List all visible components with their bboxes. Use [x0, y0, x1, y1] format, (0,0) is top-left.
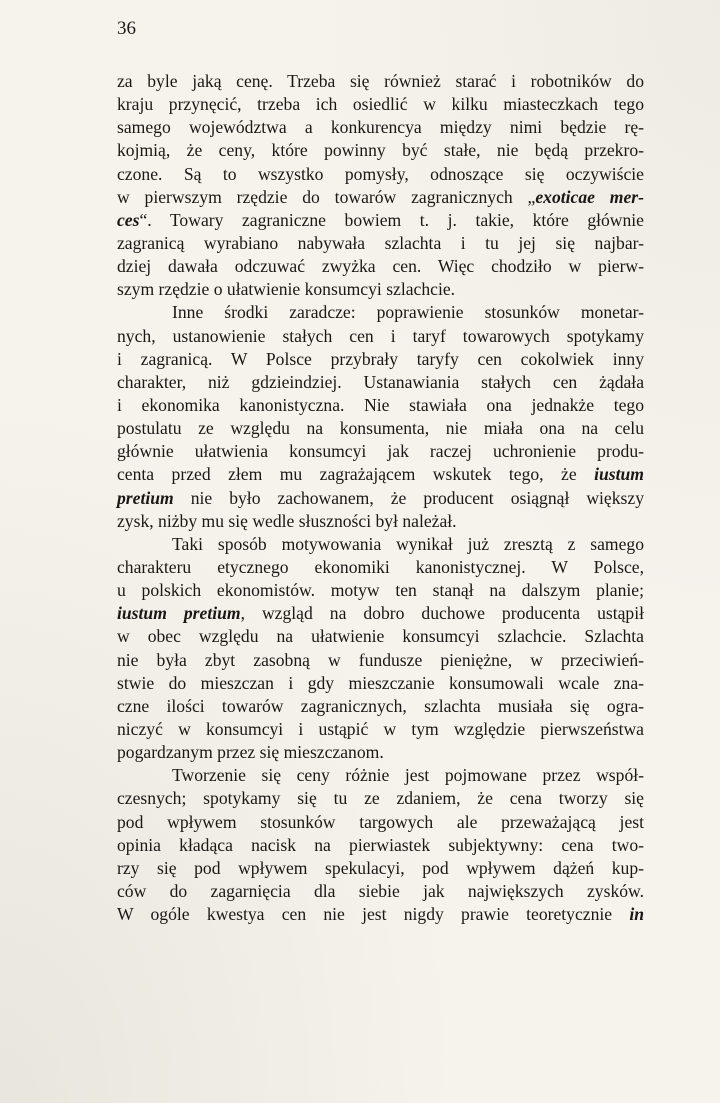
text-line: centa przed złem mu zagrażającem wskutek tego, że iustum: [117, 464, 644, 485]
text-line: nych, ustanowienie stałych cen i taryf towarowych spotykamy: [117, 325, 644, 346]
text-line: samego województwa a konkurencya między nimi będzie rę-: [117, 117, 644, 138]
text-line: czne ilości towarów zagranicznych, szlachta musiała się ogra-: [117, 695, 644, 716]
text-line: czone. Są to wszystko pomysły, odnoszące się oczywiście: [117, 163, 644, 184]
text-line: pogardzanym przez się mieszczanom.: [117, 742, 384, 763]
text-line: rzy się pod wpływem spekulacyi, pod wpływem dążeń kup-: [117, 857, 644, 878]
text-line: charakteru etycznego ekonomiki kanonistycznej. W Polsce,: [117, 556, 644, 577]
text-line: czesnych; spotykamy się tu ze zdaniem, że cena tworzy się: [117, 788, 644, 809]
text-line: ces“. Towary zagraniczne bowiem t. j. takie, które głównie: [117, 209, 644, 230]
text-line: ców do zagarnięcia dla siebie jak największych zysków.: [117, 880, 644, 901]
text-line: Inne środki zaradcze: poprawienie stosunków monetar-: [172, 302, 644, 323]
text-line: w obec względu na ułatwienie konsumcyi szlachcie. Szlachta: [117, 626, 644, 647]
text-line: W ogóle kwestya cen nie jest nigdy prawie teoretycznie in: [117, 904, 644, 925]
text-line: kojmią, że ceny, które powinny być stałe, nie będą przekro-: [117, 140, 644, 161]
text-line: charakter, niż gdzieindziej. Ustanawiania stałych cen żądała: [117, 371, 644, 392]
text-line: Tworzenie się ceny różnie jest pojmowane przez współ-: [172, 765, 644, 786]
text-line: pod wpływem stosunków targowych ale przeważającą jest: [117, 811, 644, 832]
page-number: 36: [117, 18, 136, 39]
text-line: postulatu ze względu na konsumenta, nie miała ona na celu: [117, 418, 644, 439]
text-line: u polskich ekonomistów. motyw ten stanął na dalszym planie;: [117, 580, 644, 601]
text-line: w pierwszym rzędzie do towarów zagranicznych „exoticae mer-: [117, 186, 644, 207]
text-line: zysk, niżby mu się wedle słuszności był należał.: [117, 510, 457, 531]
text-line: iustum pretium, wzgląd na dobro duchowe producenta ustąpił: [117, 603, 644, 624]
text-line: dziej dawała odczuwać zwyżka cen. Więc chodziło w pierw-: [117, 256, 644, 277]
text-line: głównie ułatwienia konsumcyi jak raczej uchronienie produ-: [117, 441, 644, 462]
text-line: Taki sposób motywowania wynikał już zresztą z samego: [172, 533, 644, 554]
text-line: pretium nie było zachowanem, że producent osiągnął większy: [117, 487, 644, 508]
text-line: kraju przynęcić, trzeba ich osiedlić w kilku miasteczkach tego: [117, 94, 644, 115]
text-line: szym rzędzie o ułatwienie konsumcyi szlachcie.: [117, 279, 456, 300]
text-line: i zagranicą. W Polsce przybrały taryfy cen cokolwiek inny: [117, 348, 644, 369]
text-line: stwie do mieszczan i gdy mieszczanie konsumowali wcale zna-: [117, 672, 644, 693]
text-line: niczyć w konsumcyi i ustąpić w tym względzie pierwszeństwa: [117, 718, 644, 739]
text-line: za byle jaką cenę. Trzeba się również starać i robotników do: [117, 71, 644, 91]
body-text: [117, 70, 644, 926]
text-line: zagranicą wyrabiano nabywała szlachta i tu jej się najbar-: [117, 232, 644, 253]
text-line: nie była zbyt zasobną w fundusze pieniężne, w przeciwień-: [117, 649, 644, 670]
text-line: i ekonomika kanonistyczna. Nie stawiała ona jednakże tego: [117, 394, 644, 415]
text-line: opinia kładąca nacisk na pierwiastek subjektywny: cena two-: [117, 834, 644, 855]
